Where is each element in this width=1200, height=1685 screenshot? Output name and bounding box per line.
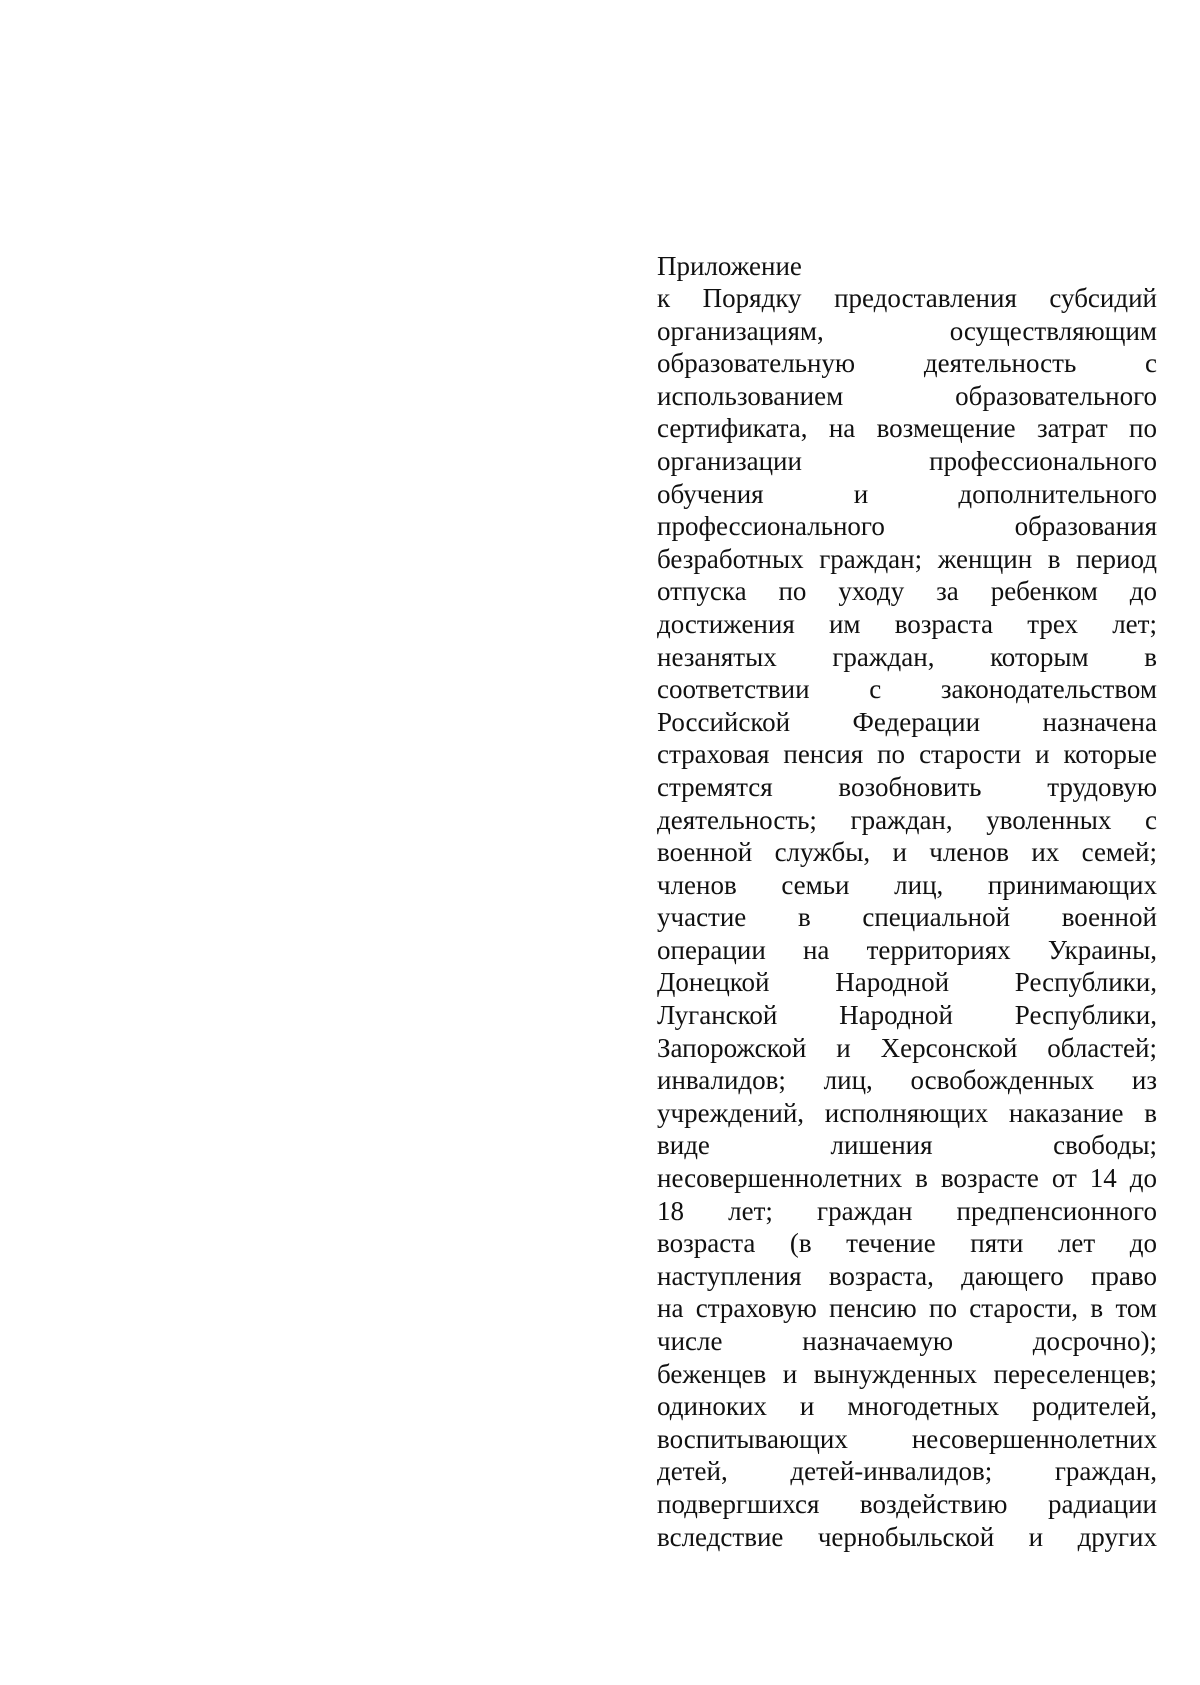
word: и xyxy=(892,837,907,868)
word: дополнительного xyxy=(958,478,1157,509)
word: операции xyxy=(657,934,766,965)
word: одиноких xyxy=(657,1391,767,1422)
word: Республики, xyxy=(1014,1000,1157,1031)
word: граждан; xyxy=(819,543,923,574)
word: и xyxy=(782,1358,798,1389)
word: лет; xyxy=(1112,608,1157,639)
word: участие xyxy=(657,902,747,933)
word: сертификата, xyxy=(657,413,808,444)
word: принимающих xyxy=(987,869,1157,900)
appendix-line xyxy=(657,510,1157,543)
appendix-line xyxy=(657,999,1157,1032)
word: по xyxy=(778,576,807,607)
word: возраста xyxy=(894,608,994,639)
appendix-line xyxy=(657,1521,1157,1554)
word: виде xyxy=(657,1130,710,1161)
appendix-line xyxy=(657,347,1157,380)
word: членов xyxy=(657,869,737,900)
word: и xyxy=(853,478,869,509)
word: деятельность xyxy=(923,348,1077,379)
word: право xyxy=(1090,1260,1157,1291)
appendix-body xyxy=(657,282,1157,1553)
appendix-line xyxy=(657,1064,1157,1097)
appendix-text-block xyxy=(657,250,1157,1553)
word: 14 xyxy=(1089,1163,1117,1194)
word: пенсию xyxy=(829,1293,917,1324)
word: и xyxy=(1035,739,1050,770)
word: назначена xyxy=(1042,706,1157,737)
word: областей; xyxy=(1047,1032,1157,1063)
appendix-line xyxy=(657,445,1157,478)
word: профессионального xyxy=(929,445,1157,476)
appendix-line xyxy=(657,771,1157,804)
word: воздействию xyxy=(859,1488,1008,1519)
appendix-line xyxy=(657,836,1157,869)
word: предпенсионного xyxy=(956,1195,1157,1226)
word: и xyxy=(1028,1521,1044,1552)
appendix-line xyxy=(657,706,1157,739)
word: трех xyxy=(1027,608,1078,639)
appendix-heading: Приложение xyxy=(657,251,802,281)
word: граждан xyxy=(817,1195,913,1226)
word: по xyxy=(929,1293,957,1324)
word: деятельность; xyxy=(657,804,817,835)
word: несовершеннолетних xyxy=(657,1163,903,1194)
appendix-line xyxy=(657,1358,1157,1391)
word: образовательную xyxy=(657,348,856,379)
word: в xyxy=(1090,1293,1104,1324)
appendix-line xyxy=(657,804,1157,837)
word: в xyxy=(1144,1097,1157,1128)
word: отпуска xyxy=(657,576,747,607)
word: использованием xyxy=(657,380,844,411)
word: граждан, xyxy=(850,804,953,835)
word: в xyxy=(915,1163,928,1194)
appendix-line xyxy=(657,1097,1157,1130)
word: наказание xyxy=(1008,1097,1124,1128)
appendix-line xyxy=(657,934,1157,967)
word: незанятых xyxy=(657,641,777,672)
word: на xyxy=(802,934,830,965)
appendix-line xyxy=(657,1162,1157,1195)
appendix-line xyxy=(657,478,1157,511)
word: возраста xyxy=(657,1228,756,1259)
word: лиц, xyxy=(894,869,944,900)
word: досрочно); xyxy=(1032,1326,1157,1356)
word: беженцев xyxy=(657,1358,767,1389)
word: субсидий xyxy=(1049,283,1157,313)
word: Российской xyxy=(657,706,791,737)
appendix-line xyxy=(657,1195,1157,1228)
word: им xyxy=(828,608,861,639)
word: многодетных xyxy=(847,1391,1000,1422)
word: до xyxy=(1129,576,1157,607)
word: стремятся xyxy=(657,771,773,802)
word: исполняющих xyxy=(824,1097,989,1128)
word: безработных xyxy=(657,543,804,574)
appendix-line xyxy=(657,1292,1157,1325)
word: затрат xyxy=(1037,413,1108,444)
word: с xyxy=(1144,804,1157,835)
appendix-line xyxy=(657,901,1157,934)
appendix-line xyxy=(657,608,1157,641)
appendix-line xyxy=(657,641,1157,674)
word: семей; xyxy=(1081,837,1157,868)
word: страховая xyxy=(657,739,770,770)
word: с xyxy=(869,674,882,705)
appendix-line xyxy=(657,869,1157,902)
word: которые xyxy=(1063,739,1157,770)
word: образовательного xyxy=(955,380,1157,411)
word: лиц, xyxy=(823,1065,873,1096)
word: назначаемую xyxy=(802,1326,954,1356)
word: территориях xyxy=(866,934,1011,965)
word: в xyxy=(1047,543,1061,574)
word: течение xyxy=(846,1228,936,1259)
word: уходу xyxy=(838,576,905,607)
word: членов xyxy=(929,837,1009,868)
word: возраста, xyxy=(828,1260,934,1291)
word: до xyxy=(1129,1228,1157,1259)
appendix-line xyxy=(657,1227,1157,1260)
word: обучения xyxy=(657,478,764,509)
word: лет xyxy=(1057,1228,1096,1259)
word: наступления xyxy=(657,1260,802,1291)
word: предоставления xyxy=(834,283,1017,313)
word: вследствие xyxy=(657,1521,784,1552)
word: том xyxy=(1115,1293,1157,1324)
word: профессионального xyxy=(657,511,885,542)
word: период xyxy=(1076,543,1157,574)
word: в xyxy=(1144,641,1157,672)
word: числе xyxy=(657,1326,723,1356)
word: службы, xyxy=(774,837,871,868)
appendix-line xyxy=(657,543,1157,576)
word: организации xyxy=(657,445,802,476)
word: образования xyxy=(1014,511,1157,542)
word: радиации xyxy=(1047,1488,1157,1519)
word: возобновить xyxy=(838,771,982,802)
appendix-line xyxy=(657,1032,1157,1065)
appendix-line xyxy=(657,575,1157,608)
word: свободы; xyxy=(1053,1130,1157,1161)
word: за xyxy=(936,576,959,607)
word: лет; xyxy=(728,1195,773,1226)
appendix-line xyxy=(657,315,1157,348)
word: Народной xyxy=(835,967,950,998)
word: переселенцев; xyxy=(993,1358,1157,1389)
word: лишения xyxy=(830,1130,933,1161)
word: Порядку xyxy=(702,283,802,313)
word: граждан, xyxy=(1054,1456,1157,1487)
word: детей, xyxy=(657,1456,728,1487)
word: Федерации xyxy=(852,706,981,737)
word: возрасте xyxy=(940,1163,1039,1194)
word: от xyxy=(1051,1163,1077,1194)
word: Запорожской xyxy=(657,1032,807,1063)
word: к xyxy=(657,283,671,313)
word: и xyxy=(799,1391,815,1422)
word: семьи xyxy=(781,869,850,900)
word: старости, xyxy=(969,1293,1079,1324)
word: Украины, xyxy=(1047,934,1157,965)
word: из xyxy=(1131,1065,1157,1096)
appendix-line xyxy=(657,282,1157,315)
word: Донецкой xyxy=(657,967,770,998)
word: осуществляющим xyxy=(949,315,1157,346)
appendix-line xyxy=(657,1129,1157,1162)
word: подвергшихся xyxy=(657,1488,820,1519)
word: на xyxy=(828,413,856,444)
word: с xyxy=(1145,348,1157,379)
word: родителей, xyxy=(1032,1391,1157,1422)
word: Луганской xyxy=(657,1000,778,1031)
word: воспитывающих xyxy=(657,1423,848,1454)
word: по xyxy=(877,739,906,770)
word: военной xyxy=(657,837,753,868)
word: детей-инвалидов; xyxy=(790,1456,993,1487)
appendix-line xyxy=(657,1325,1157,1358)
word: военной xyxy=(1061,902,1157,933)
word: возмещение xyxy=(876,413,1016,444)
word: которым xyxy=(990,641,1089,672)
word: их xyxy=(1031,837,1060,868)
word: трудовую xyxy=(1047,771,1157,802)
appendix-line xyxy=(657,738,1157,771)
word: женщин xyxy=(937,543,1033,574)
word: Народной xyxy=(839,1000,953,1031)
word: чернобыльской xyxy=(817,1521,995,1552)
word: страховую xyxy=(695,1293,817,1324)
word: старости xyxy=(919,739,1022,770)
word: на xyxy=(657,1293,684,1324)
word: по xyxy=(1129,413,1157,444)
word: других xyxy=(1077,1521,1157,1552)
word: в xyxy=(797,902,811,933)
appendix-line xyxy=(657,1488,1157,1521)
word: пенсия xyxy=(783,739,864,770)
word: достижения xyxy=(657,608,795,639)
word: и xyxy=(836,1032,851,1063)
word: Херсонской xyxy=(880,1032,1018,1063)
appendix-line xyxy=(657,1455,1157,1488)
appendix-line xyxy=(657,966,1157,999)
word: вынужденных xyxy=(813,1358,978,1389)
word: инвалидов; xyxy=(657,1065,786,1096)
word: пяти xyxy=(970,1228,1024,1259)
word: законодательством xyxy=(940,674,1157,705)
word: освобожденных xyxy=(910,1065,1095,1096)
appendix-line xyxy=(657,380,1157,413)
word: Республики, xyxy=(1014,967,1157,998)
word: учреждений, xyxy=(657,1097,805,1128)
appendix-line xyxy=(657,1390,1157,1423)
word: до xyxy=(1129,1163,1157,1194)
word: 18 xyxy=(657,1195,684,1226)
word: соответствии xyxy=(657,674,810,705)
word: специальной xyxy=(862,902,1011,933)
word: несовершеннолетних xyxy=(911,1423,1157,1454)
appendix-line xyxy=(657,673,1157,706)
word: граждан, xyxy=(832,641,935,672)
word: ребенком xyxy=(990,576,1098,607)
word: (в xyxy=(789,1228,812,1259)
word: уволенных xyxy=(986,804,1112,835)
appendix-line xyxy=(657,412,1157,445)
word: дающего xyxy=(961,1260,1064,1291)
appendix-line xyxy=(657,1423,1157,1456)
appendix-line xyxy=(657,1260,1157,1293)
word: организациям, xyxy=(657,315,824,346)
